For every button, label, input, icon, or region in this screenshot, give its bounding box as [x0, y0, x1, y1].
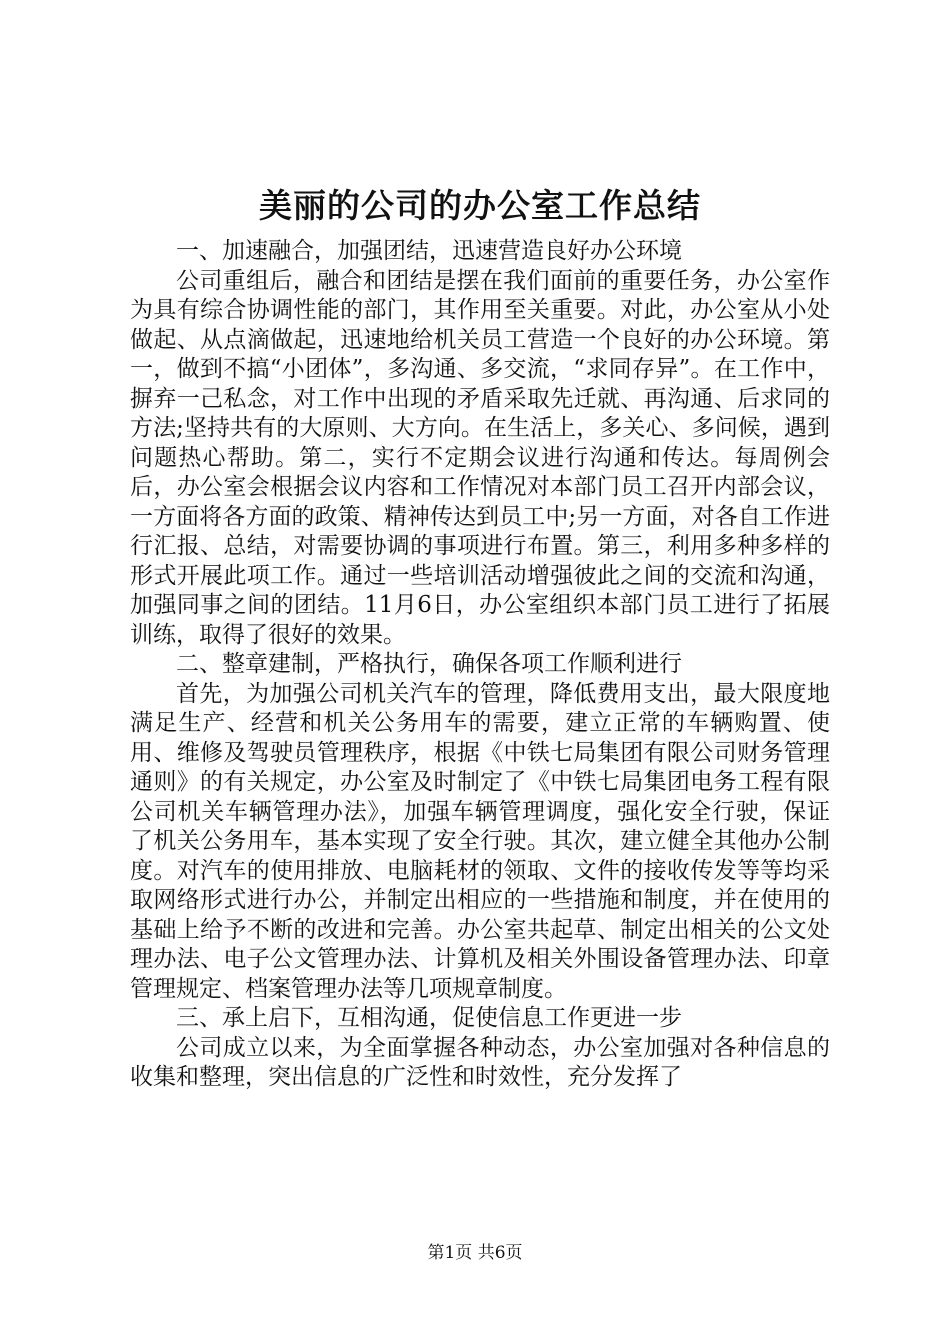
section-heading-1: 一、加速融合，加强团结，迅速营造良好办公环境	[176, 238, 682, 264]
page-footer: 第1页 共6页	[427, 1243, 523, 1263]
section-paragraph-2: 首先，为加强公司机关汽车的管理，降低费用支出，最大限度地满足生产、经营和机关公务用车的需要，建立正常的车辆购置、使用、维修及驾驶员管理秩序，根据《中铁七局集团有限公司财务管理通则》的有关规定，办公室及时制定了《中铁七局集团电务工程有限公司机关车辆管理办法》，加强车辆管理调度，强化安全行驶，保证了机关公务用车，基本实现了安全行驶。其次，建立健全其他办公制度。对汽车的使用排放、电脑耗材的领取、文件的接收传发等等均采取网络形式进行办公，并制定出相应的一些措施和制度，并在使用的基础上给予不断的改进和完善。办公室共起草、制定出相关的公文处理办法、电子公文管理办法、计算机及相关外围设备管理办法、印章管理规定、档案管理办法等几项规章制度。	[130, 680, 830, 1002]
section-heading-3: 三、承上启下，互相沟通，促使信息工作更进一步	[176, 1005, 682, 1031]
document-page	[130, 178, 830, 1093]
section-paragraph-3: 公司成立以来，为全面掌握各种动态，办公室加强对各种信息的收集和整理，突出信息的广泛性和时效性，充分发挥了	[130, 1034, 830, 1090]
document-title: 美丽的公司的办公室工作总结	[259, 186, 701, 225]
section-heading-2: 二、整章建制，严格执行，确保各项工作顺利进行	[176, 651, 682, 677]
section-paragraph-1: 公司重组后，融合和团结是摆在我们面前的重要任务，办公室作为具有综合协调性能的部门，其作用至关重要。对此，办公室从小处做起、从点滴做起，迅速地给机关员工营造一个良好的办公环境。第一，做到不搞“小团体”，多沟通、多交流，“求同存异”。在工作中，摒弃一己私念，对工作中出现的矛盾采取先迁就、再沟通、后求同的方法;坚持共有的大原则、大方向。在生活上，多关心、多问候，遇到问题热心帮助。第二，实行不定期会议进行沟通和传达。每周例会后，办公室会根据会议内容和工作情况对本部门员工召开内部会议，一方面将各方面的政策、精神传达到员工中;另一方面，对各自工作进行汇报、总结，对需要协调的事项进行布置。第三，利用多种多样的形式开展此项工作。通过一些培训活动增强彼此之间的交流和沟通，加强同事之间的团结。11月6日，办公室组织本部门员工进行了拓展训练，取得了很好的效果。	[130, 267, 830, 648]
